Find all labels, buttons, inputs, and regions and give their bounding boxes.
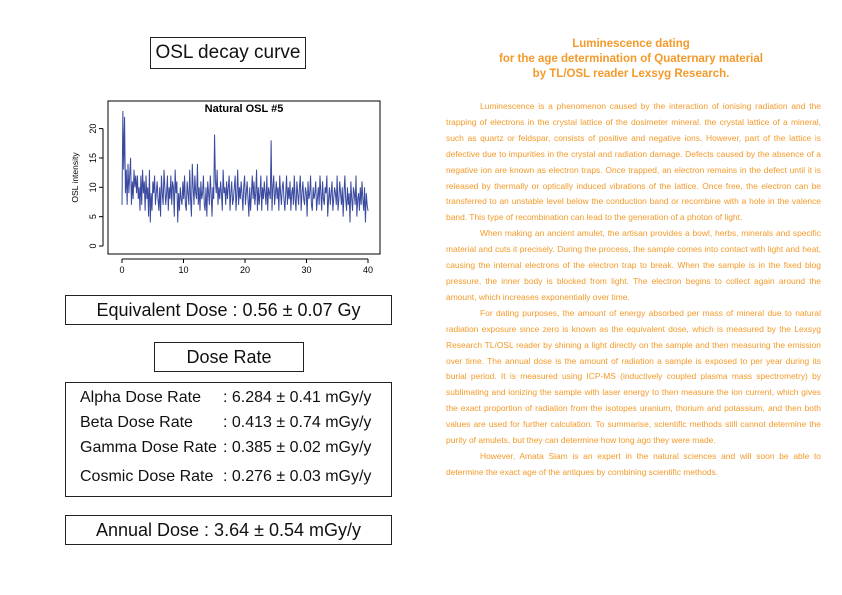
article-paragraph: However, Amata Siam is an expert in the natural sciences and will soon be able to determine the exact age of the antiques by combining scientific methods.: [446, 450, 821, 477]
osl-decay-title: OSL decay curve: [150, 37, 306, 69]
rate-value: : 6.284 ± 0.41 mGy/y: [223, 389, 372, 406]
y-tick-label: 20: [88, 123, 98, 134]
article-body: [446, 99, 821, 481]
x-tick-label: 40: [362, 265, 374, 275]
article-title-line: by TL/OSL reader Lexsyg Research.: [532, 68, 730, 80]
rate-value: : 0.385 ± 0.02 mGy/y: [223, 439, 372, 456]
osl-series-line: [122, 111, 368, 223]
article-title: [440, 37, 822, 82]
osl-chart: [62, 96, 392, 275]
y-tick-label: 15: [88, 152, 98, 163]
y-tick-label: 0: [88, 243, 98, 249]
dose-rates-box: [65, 382, 392, 497]
x-tick-label: 10: [178, 265, 189, 275]
equivalent-dose: Equivalent Dose : 0.56 ± 0.07 Gy: [65, 295, 392, 325]
chart-title: Natural OSL #5: [204, 103, 284, 115]
rate-value: : 0.276 ± 0.03 mGy/y: [223, 468, 372, 485]
article-paragraph: For dating purposes, the amount of energy absorbed per mass of mineral due to natural radiation exposure since zero is known as the equivalent dose, which is measured by the Lexsyg Research TL/OSL reader by shining a light directly on the sample and then measuring the emission over time. The annual dose is the amount of radiation a sample is exposed to per year during its burial period. It is measured using ICP-MS (inductively coupled plasma mass spectrometry) by sublimating and ionizing the sample with laser energy to then measure the ion current, which gives the exact proportion of radiation from the isotopes uranium, thorium and potassium, and then both values are used for further calculation. To summarise, scientific methods still cannot determine the purity of amulets, but they can determine how long ago they were made.: [446, 307, 821, 446]
rate-value: : 0.413 ± 0.74 mGy/y: [223, 414, 372, 431]
rate-name: Cosmic Dose Rate: [80, 468, 214, 485]
x-tick-label: 20: [239, 265, 251, 275]
osl-chart-svg: [62, 96, 392, 275]
y-axis-label: OSL intensity: [70, 152, 80, 203]
article-title-line: Luminescence dating: [572, 38, 690, 50]
article-paragraph: When making an ancient amulet, the artisan provides a bowl, herbs, minerals and specific material and cuts it precisely. During the process, the sample comes into contact with light and heat, causing the internal electrons of the electron trap to break. When the sample is in the fixed blog pressure, the inner body is blocked from light. The electron begins to collect again around the amount, which increases exponentially over time.: [446, 228, 821, 302]
article-paragraph: Luminescence is a phenomenon caused by the interaction of ionising radiation and the trapping of electrons in the crystal lattice of the dosimeter mineral. the crystal lattice of a mineral, such as quartz or feldspar, consists of positive and negative ions. However, part of the lattice is defective due to impurities in the crystal and radiation damage. Defects caused by the absence of a negative ion are known as electron traps. Once trapped, an electron remains in the defect until it is released by thermally or optically induced vibrations of the lattice. Once free, the electron can be transferred to an unstable level below the conduction band or recombine with a hole in the valence band. This type of recombination can lead to the generation of a photon of light.: [446, 101, 821, 223]
dose-rate-title: Dose Rate: [154, 342, 304, 372]
rate-name: Gamma Dose Rate: [80, 439, 217, 456]
rate-name: Beta Dose Rate: [80, 414, 193, 431]
x-tick-label: 0: [119, 265, 125, 275]
y-tick-label: 10: [88, 182, 98, 193]
y-tick-label: 5: [88, 214, 98, 220]
x-tick-label: 30: [301, 265, 312, 275]
article-title-line: for the age determination of Quaternary material: [499, 53, 763, 65]
rate-name: Alpha Dose Rate: [80, 389, 201, 406]
annual-dose: Annual Dose : 3.64 ± 0.54 mGy/y: [65, 515, 392, 545]
